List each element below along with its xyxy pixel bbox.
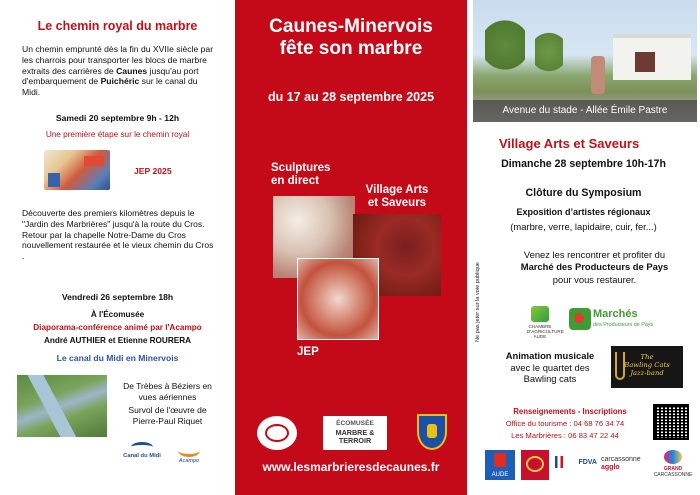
fdva-logo [555,454,597,472]
event2-conference: Diaporama-conférence animé par l'Acampo [33,323,202,332]
invite-line1: Venez les rencontrer et profiter du [523,249,666,260]
event1-date: Samedi 20 septembre 9h - 12h [55,113,180,123]
sponsor-logos [481,450,697,482]
chemin-royal-intro [22,44,218,98]
chemin-description [22,208,216,262]
website-url[interactable]: www.lesmarbrieresdecaunes.fr [262,460,440,474]
ecomusee-logo-3: TERROIR [338,436,372,446]
bawling-cats-logo [611,346,683,388]
canal-aerial-photo [17,375,107,437]
grand-2: CARCASSONNE [653,472,693,478]
marbrieres-logo [257,416,297,450]
intro-puicheric: Puichéric [100,76,140,87]
description-para-1: Découverte des premiers kilomètres depuis le "Jardin des Marbrières" jusqu'à la route du Cros. [22,208,205,229]
marches-logo-1: Marchés [593,308,638,320]
marches-logo-2: des Producteurs de Pays [593,322,654,328]
center-panel [235,0,467,495]
qr-code[interactable] [653,404,689,440]
bawling-3: Jazz-band [630,369,664,377]
grand-1: GRAND [663,466,683,472]
event2-place: À l'Écomusée [90,310,145,319]
main-title-line1: Caunes-Minervois [269,16,433,37]
closing-symposium: Clôture du Symposium [525,187,642,199]
acampo-logo [172,444,206,468]
label-jep: JEP [297,346,319,358]
marble-sample-3 [297,258,379,340]
info-title: Renseignements - Inscriptions [513,407,627,416]
label-village-2: et Saveurs [367,197,427,209]
acampo-logo-text: Acampo [178,458,200,464]
village-photo [473,0,697,122]
canal-text-2: Survol de l'œuvre de Pierre-Paul Riquet [128,405,207,426]
description-para-2: Retour par la chapelle Notre-Dame du Cros nouvellement restaurée et le vieux chemin du Cros . [22,229,214,262]
label-sculptures-2: en direct [271,175,319,187]
intro-text-2: jusqu'au port d'embarquement de [22,65,199,87]
coat-of-arms-icon [417,414,447,450]
jep-label: JEP 2025 [134,166,172,176]
main-title-line2: fête son marbre [279,38,423,59]
music-animation [495,350,605,385]
market-invite [493,249,696,286]
aude-logo [485,450,515,480]
litter-note: Ne pas jeter sur la voie publique [475,262,481,342]
animation-title: Animation musicale [505,350,595,361]
photo-caption: Avenue du stade - Allée Émile Pastre [473,100,697,122]
carcassonne-agglo-logo [601,456,649,472]
ecomusee-logo-1: ÉCOMUSÉE [336,420,374,427]
event2-speakers: André AUTHIER et Etienne ROURERA [43,336,192,345]
jep-illustration [44,150,110,190]
chemin-royal-title: Le chemin royal du marbre [37,19,198,33]
village-date: Dimanche 28 septembre 10h-17h [501,158,666,170]
expo-subtitle: (marbre, verre, lapidaire, cuir, fer...) [510,221,657,232]
invite-line3: pour vous restaurer. [552,273,637,285]
label-village-1: Village Arts [365,184,429,196]
animation-text: avec le quartet des Bawling cats [510,361,590,385]
village-title: Village Arts et Saveurs [499,136,640,151]
ecomusee-logo [323,416,387,450]
carcassonne-1: carcassonne [601,456,641,463]
ecomusee-logo-2: MARBRE & [335,427,375,437]
label-sculptures-1: Sculptures [271,162,331,174]
intro-text-3: sur le canal du Midi. [22,76,198,98]
expo-title: Exposition d’artistes régionaux [516,207,651,217]
bawling-1: The [640,353,654,361]
marches-producteurs-logo [569,308,655,332]
label-village [351,184,443,210]
chambre-agriculture-logo [527,306,564,339]
right-panel [467,0,700,495]
canal-logo-text: Canal du Midi [123,453,161,459]
main-title [235,16,467,60]
fdva-logo-text: FDVA [578,459,597,466]
intro-text-1: Un chemin emprunté dès la fin du XVIIe siècle par les charrois pour transporter les blocs de marbre extraits des carrières de [22,44,214,76]
occitanie-logo [521,450,549,480]
grand-carcassonne-logo [653,450,693,480]
info-marbrieres: Les Marbrières : 06 83 47 22 44 [511,431,619,440]
canal-text-1: De Trèbes à Béziers en vues aériennes [123,381,212,402]
info-office: Office du tourisme : 04 68 76 34 74 [505,419,625,428]
bawling-2: Bawling Cats [624,361,670,369]
event2-topic: Le canal du Midi en Minervois [56,353,179,363]
event2-date: Vendredi 26 septembre 18h [61,292,174,302]
chambre-logo-text: CHAMBRE D'AGRICULTURE AUDE [527,324,564,339]
event1-subtitle: Une première étape sur le chemin royal [45,130,190,139]
carcassonne-2: agglo [601,464,620,471]
festival-dates: du 17 au 28 septembre 2025 [267,90,435,104]
left-panel [0,0,235,495]
aude-logo-text: AUDE [491,472,509,478]
invite-market: Marché des Producteurs de Pays [520,261,669,273]
intro-caunes: Caunes [116,65,148,76]
canal-du-midi-logo [120,442,164,459]
label-sculptures [271,162,330,188]
